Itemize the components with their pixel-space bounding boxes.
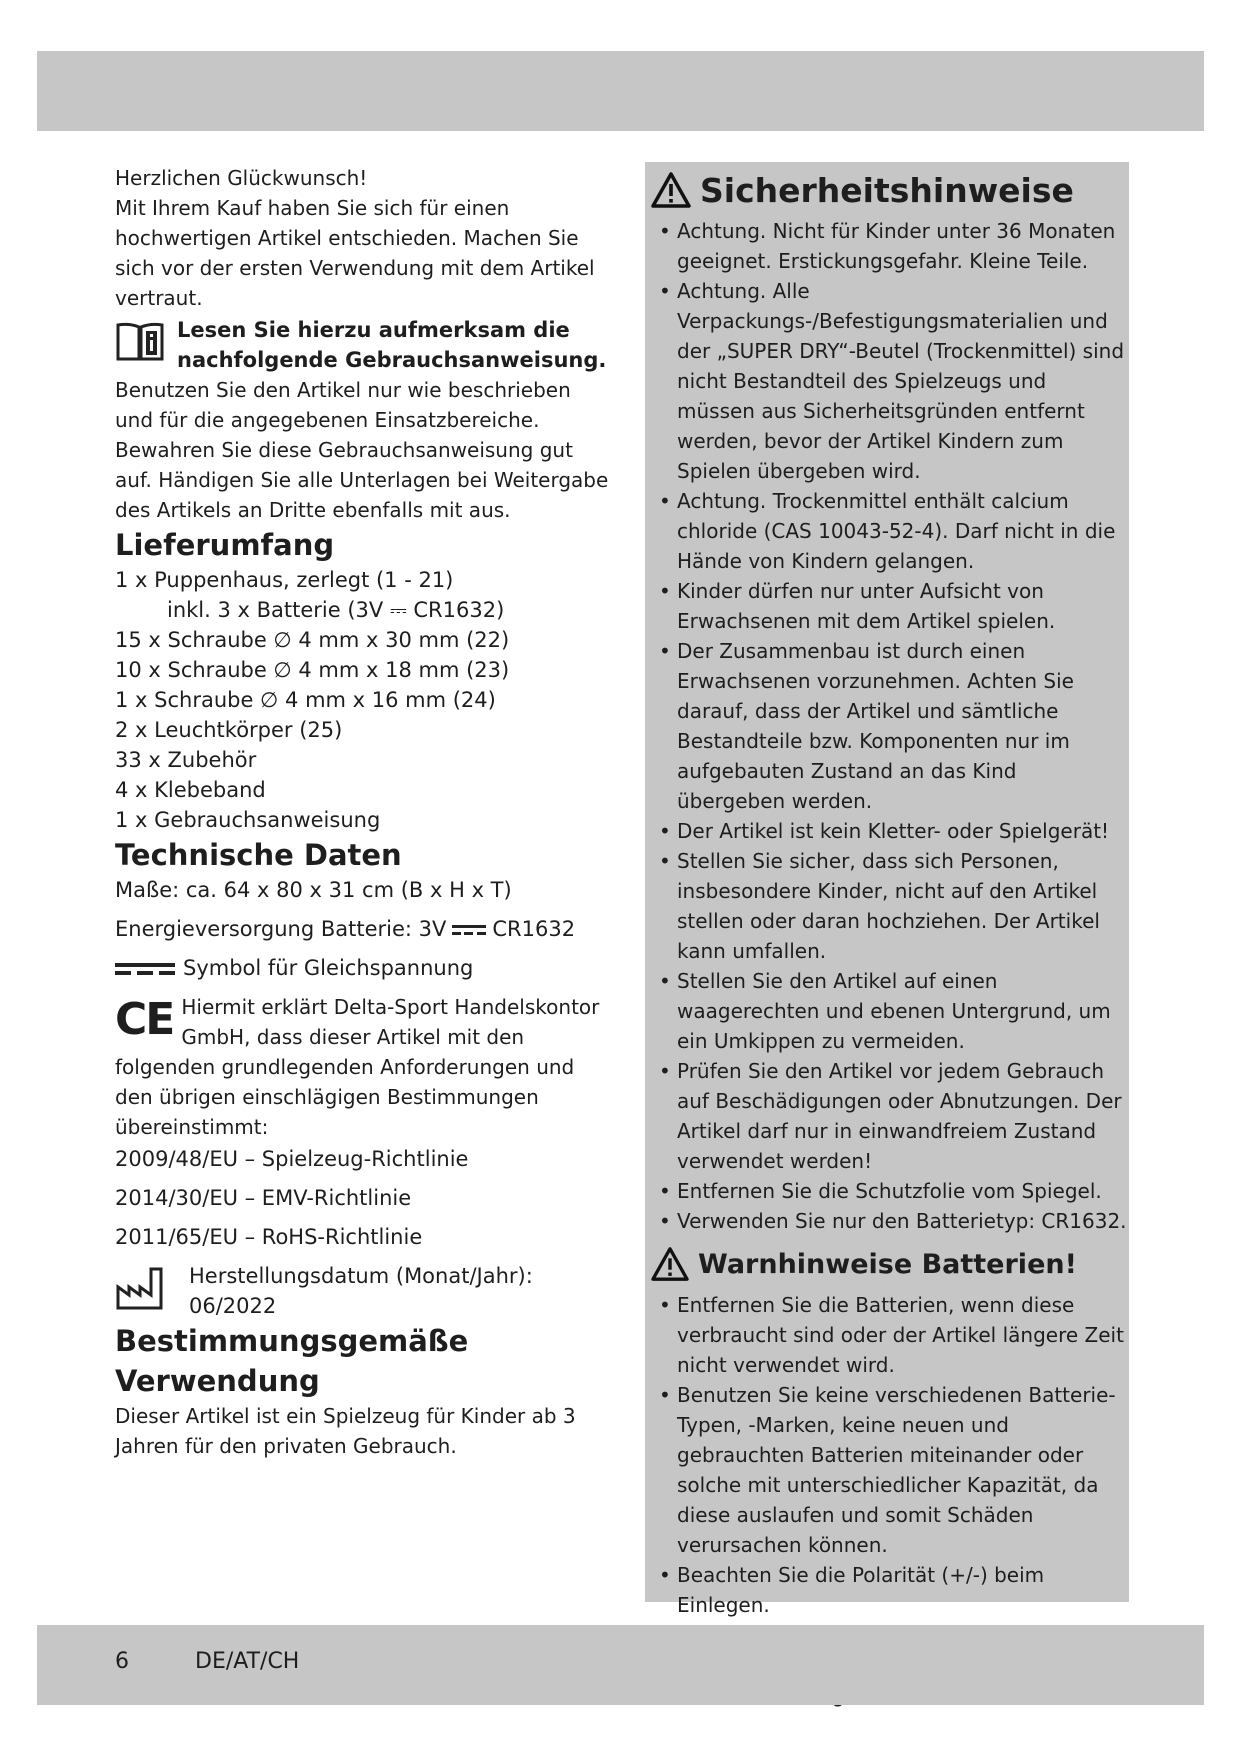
list-item: 10 x Schraube ∅ 4 mm x 18 mm (23) (115, 658, 510, 682)
bestimmung-heading: Bestimmungsgemäße Verwendung (115, 1324, 469, 1398)
safety-panel (645, 162, 1129, 1617)
left-column (115, 163, 615, 1461)
list-item: • Prüfen Sie den Artikel vor jedem Gebrauch auf Beschädigungen oder Abnutzungen. Der Artikel darf nur in einwandfreiem Zustand verwendet werden! (659, 1056, 1129, 1176)
ce-mark-icon: CE (115, 994, 174, 1045)
power-supply-label: Energieversorgung Batterie: 3V (115, 917, 447, 941)
list-item: • Stellen Sie den Artikel auf einen waagerechten und ebenen Untergrund, um ein Umkippen zu vermeiden. (659, 966, 1129, 1056)
list-item: • Entfernen Sie die Batterien, wenn diese verbraucht sind oder der Artikel längere Zeit nicht verwendet wird. (659, 1290, 1129, 1380)
battery-warning-heading (650, 1244, 1129, 1284)
list-item: • Stellen Sie sicher, dass sich Personen, insbesondere Kinder, nicht auf den Artikel stellen oder daran hochziehen. Der Artikel kann umfallen. (659, 846, 1129, 966)
page-number: 6 (115, 1649, 129, 1674)
list-item: 1 x Schraube ∅ 4 mm x 16 mm (24) (115, 688, 496, 712)
list-item: • Beachten Sie die Polarität (+/-) beim Einlegen. (659, 1560, 1129, 1620)
dc-symbol-legend (115, 953, 615, 983)
safety-heading-text: Sicherheitshinweise (700, 170, 1074, 210)
dimensions: Maße: ca. 64 x 80 x 31 cm (B x H x T) (115, 878, 512, 902)
read-manual-text: Lesen Sie hierzu aufmerksam die nachfolgende Gebrauchsanweisung. (177, 318, 607, 372)
safety-heading (650, 170, 1129, 210)
list-item: • Verwenden Sie nur den Batterietyp: CR1632. (659, 1206, 1129, 1236)
directive-item: 2011/65/EU – RoHS-Richtlinie (115, 1225, 423, 1249)
dc-voltage-icon (452, 923, 486, 937)
manufacturing-date (115, 1261, 615, 1321)
list-item: 1 x Puppenhaus, zerlegt (1 - 21) (115, 568, 454, 592)
list-item: • Der Zusammenbau ist durch einen Erwachsenen vorzunehmen. Achten Sie darauf, dass der Artikel und sämtliche Bestandteile bzw. Komponenten nur im aufgebauten Zustand an das Kind übergeben werden. (659, 636, 1129, 816)
dc-symbol-text: Symbol für Gleichspannung (183, 956, 474, 980)
manufacturing-date-value: 06/2022 (189, 1294, 277, 1318)
list-item: 1 x Gebrauchsanweisung (115, 808, 381, 832)
lieferumfang-heading: Lieferumfang (115, 528, 335, 562)
safety-list (645, 216, 1129, 1236)
ce-declaration-text: Hiermit erklärt Delta-Sport Handelskontor GmbH, dass dieser Artikel mit den folgenden grundlegenden Anforderungen und den übrigen einschlägigen Bestimmungen übereinstimmt: (115, 995, 600, 1139)
list-item: 15 x Schraube ∅ 4 mm x 30 mm (22) (115, 628, 510, 652)
factory-icon (115, 1265, 165, 1311)
warning-icon (650, 171, 692, 209)
intro-text: Mit Ihrem Kauf haben Sie sich für einen hochwertigen Artikel entschieden. Machen Sie sich vor der ersten Verwendung mit dem Artikel vertraut. (115, 196, 595, 310)
list-item: • Achtung. Trockenmittel enthält calcium chloride (CAS 10043-52-4). Darf nicht in die Hände von Kindern gelangen. (659, 486, 1129, 576)
bestimmung-text: Dieser Artikel ist ein Spielzeug für Kinder ab 3 Jahren für den privaten Gebrauch. (115, 1404, 576, 1458)
list-item: • Der Artikel ist kein Kletter- oder Spielgerät! (659, 816, 1129, 846)
list-item: 33 x Zubehör (115, 748, 257, 772)
list-item-sub: inkl. 3 x Batterie (3V ⎓ CR1632) (167, 598, 505, 622)
greeting: Herzlichen Glückwunsch! (115, 166, 368, 190)
list-item: • Benutzen Sie keine verschiedenen Batterie-Typen, -Marken, keine neuen und gebrauchten Batterien miteinander oder solche mit unterschiedlicher Kapazität, da diese auslaufen und somit Schäden verursachen können. (659, 1380, 1129, 1560)
list-item: 2 x Leuchtkörper (25) (115, 718, 343, 742)
region-code: DE/AT/CH (195, 1649, 300, 1674)
list-item: • Entfernen Sie die Schutzfolie vom Spiegel. (659, 1176, 1129, 1206)
battery-type: CR1632 (492, 917, 576, 941)
read-manual-note (115, 315, 615, 375)
directive-item: 2014/30/EU – EMV-Richtlinie (115, 1186, 412, 1210)
list-item: 4 x Klebeband (115, 778, 266, 802)
header-band (37, 51, 1204, 131)
usage-text: Benutzen Sie den Artikel nur wie beschrieben und für die angegebenen Einsatzbereiche. Bewahren Sie diese Gebrauchsanweisung gut auf. Händigen Sie alle Unterlagen bei Weitergabe des Artikels an Dritte ebenfalls mit aus. (115, 378, 609, 522)
battery-warning-heading-text: Warnhinweise Batterien! (698, 1248, 1077, 1280)
list-item: • Kinder dürfen nur unter Aufsicht von Erwachsenen mit dem Artikel spielen. (659, 576, 1129, 636)
list-item: • Achtung. Nicht für Kinder unter 36 Monaten geeignet. Erstickungsgefahr. Kleine Teile. (659, 216, 1129, 276)
directive-item: 2009/48/EU – Spielzeug-Richtlinie (115, 1147, 469, 1171)
directives-list (115, 1144, 615, 1252)
power-supply (115, 914, 615, 944)
manufacturing-date-label: Herstellungsdatum (Monat/Jahr): (189, 1264, 533, 1288)
footer-band (37, 1625, 1204, 1705)
list-item (115, 595, 615, 625)
technische-daten-heading: Technische Daten (115, 838, 402, 872)
lieferumfang-list (115, 565, 615, 835)
dc-voltage-icon (115, 961, 175, 977)
warning-icon (650, 1246, 690, 1282)
ce-declaration (115, 992, 615, 1142)
book-info-icon (115, 321, 165, 363)
list-item: • Achtung. Alle Verpackungs-/Befestigungsmaterialien und der „SUPER DRY“-Beutel (Trockenmittel) sind nicht Bestandteil des Spielzeugs und müssen aus Sicherheitsgründen entfernt werden, bevor der Artikel Kindern zum Spielen übergeben wird. (659, 276, 1129, 486)
